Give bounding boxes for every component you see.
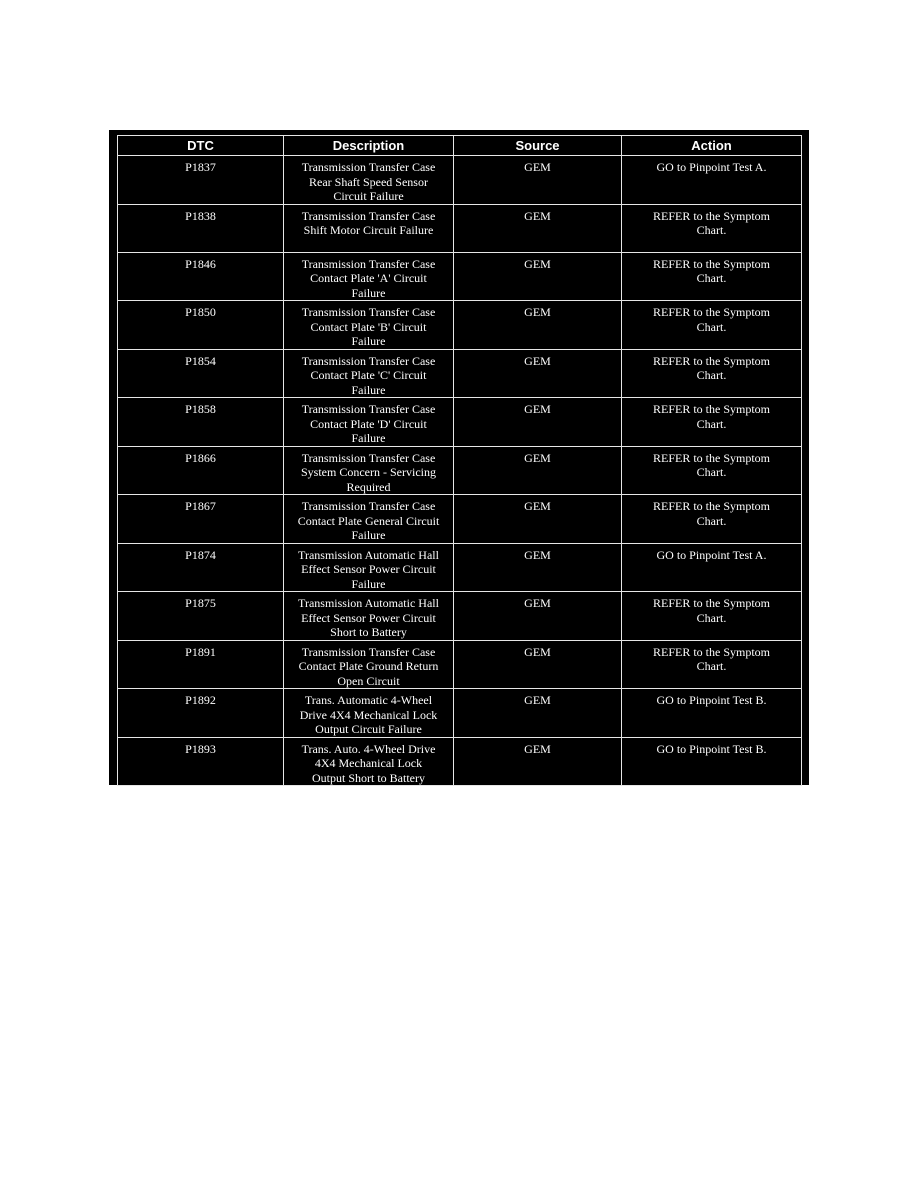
dtc-source: GEM: [524, 499, 551, 513]
dtc-action: REFER to the Symptom Chart.: [652, 305, 770, 334]
dtc-source: GEM: [524, 256, 551, 271]
table-cell-dtc: [118, 398, 284, 447]
table-cell-dtc: [118, 640, 284, 689]
table-cell-dtc: [118, 495, 284, 544]
table-cell-source: [454, 592, 622, 641]
table-cell-dtc: [118, 543, 284, 592]
dtc-source: GEM: [524, 160, 551, 174]
table-cell-dtc: [118, 349, 284, 398]
table-cell-action: [622, 349, 802, 398]
table-cell-source: [454, 495, 622, 544]
table-cell-action: [622, 689, 802, 738]
dtc-description: Trans. Auto. 4-Wheel Drive 4X4 Mechanical Lock Output Short to Battery: [301, 741, 436, 785]
dtc-description: Transmission Automatic Hall Effect Sensor Power Circuit Failure: [298, 547, 439, 591]
table-cell-source: [454, 737, 622, 786]
dtc-description: Transmission Automatic Hall Effect Sensor Power Circuit Short to Battery: [298, 596, 439, 639]
table-row: [118, 446, 802, 495]
table-cell-description: [284, 689, 454, 738]
table-cell-action: [622, 446, 802, 495]
table-row: [118, 204, 802, 252]
table-cell-dtc: [118, 252, 284, 301]
table-cell-description: [284, 737, 454, 786]
dtc-code: P1866: [185, 450, 216, 465]
column-header-source: Source: [454, 136, 622, 156]
table-row: [118, 301, 802, 350]
dtc-source: GEM: [524, 305, 551, 319]
dtc-code: P1874: [185, 547, 216, 562]
table-cell-dtc: [118, 689, 284, 738]
dtc-code: P1854: [185, 353, 216, 368]
table-cell-dtc: [118, 737, 284, 786]
table-row: [118, 349, 802, 398]
table-cell-action: [622, 204, 802, 252]
table-row: [118, 543, 802, 592]
table-cell-action: [622, 156, 802, 205]
dtc-action: REFER to the Symptom Chart.: [652, 256, 770, 285]
column-header-action: Action: [622, 136, 802, 156]
dtc-code: P1891: [185, 644, 216, 659]
dtc-code: P1846: [185, 256, 216, 271]
table-cell-description: [284, 398, 454, 447]
table-cell-dtc: [118, 204, 284, 252]
table-cell-action: [622, 737, 802, 786]
table-cell-dtc: [118, 446, 284, 495]
dtc-source: GEM: [524, 402, 551, 416]
dtc-action: REFER to the Symptom Chart.: [652, 402, 770, 431]
dtc-action: REFER to the Symptom Chart.: [652, 596, 770, 625]
dtc-action: REFER to the Symptom Chart.: [652, 644, 770, 673]
dtc-action: GO to Pinpoint Test A.: [656, 160, 767, 174]
table-cell-action: [622, 301, 802, 350]
dtc-code: P1858: [185, 402, 216, 416]
dtc-code: P1893: [185, 741, 216, 756]
dtc-action: GO to Pinpoint Test A.: [656, 547, 767, 562]
table-cell-description: [284, 640, 454, 689]
dtc-description: Transmission Transfer Case Rear Shaft Speed Sensor Circuit Failure: [301, 160, 436, 203]
dtc-code: P1850: [185, 305, 216, 319]
dtc-table-frame: [109, 130, 809, 785]
table-cell-action: [622, 495, 802, 544]
table-cell-action: [622, 640, 802, 689]
dtc-code: P1892: [185, 693, 216, 707]
dtc-action: REFER to the Symptom Chart.: [652, 208, 770, 237]
table-cell-description: [284, 446, 454, 495]
table-cell-dtc: [118, 592, 284, 641]
table-cell-description: [284, 252, 454, 301]
dtc-action: GO to Pinpoint Test B.: [656, 693, 767, 707]
dtc-description: Transmission Transfer Case Contact Plate 'A' Circuit Failure: [301, 256, 436, 300]
table-cell-action: [622, 398, 802, 447]
table-header-row: [118, 136, 802, 156]
dtc-action: REFER to the Symptom Chart.: [652, 353, 770, 382]
dtc-description: Transmission Transfer Case Shift Motor Circuit Failure: [301, 208, 436, 237]
table-cell-action: [622, 252, 802, 301]
table-cell-source: [454, 689, 622, 738]
dtc-source: GEM: [524, 741, 551, 756]
table-cell-description: [284, 204, 454, 252]
table-cell-source: [454, 398, 622, 447]
dtc-description: Transmission Transfer Case System Concern - Servicing Required: [301, 450, 436, 494]
dtc-action: REFER to the Symptom Chart.: [652, 450, 770, 479]
dtc-source: GEM: [524, 208, 551, 223]
table-cell-description: [284, 495, 454, 544]
dtc-description: Transmission Transfer Case Contact Plate Ground Return Open Circuit: [298, 644, 439, 688]
dtc-code: P1875: [185, 596, 216, 610]
dtc-table: [117, 135, 802, 786]
table-row: [118, 737, 802, 786]
dtc-source: GEM: [524, 644, 551, 659]
dtc-code: P1837: [185, 160, 216, 174]
table-cell-source: [454, 156, 622, 205]
table-cell-source: [454, 349, 622, 398]
table-cell-description: [284, 543, 454, 592]
table-cell-description: [284, 349, 454, 398]
table-cell-source: [454, 252, 622, 301]
table-cell-source: [454, 543, 622, 592]
table-body: [118, 156, 802, 786]
table-row: [118, 689, 802, 738]
dtc-source: GEM: [524, 353, 551, 368]
dtc-description: Transmission Transfer Case Contact Plate General Circuit Failure: [297, 499, 440, 542]
dtc-source: GEM: [524, 450, 551, 465]
dtc-source: GEM: [524, 693, 551, 707]
table-cell-source: [454, 204, 622, 252]
table-cell-action: [622, 592, 802, 641]
table-cell-dtc: [118, 301, 284, 350]
table-cell-dtc: [118, 156, 284, 205]
dtc-source: GEM: [524, 547, 551, 562]
dtc-code: P1867: [185, 499, 216, 513]
table-cell-source: [454, 446, 622, 495]
dtc-action: REFER to the Symptom Chart.: [652, 499, 770, 528]
dtc-action: GO to Pinpoint Test B.: [656, 741, 767, 756]
table-row: [118, 592, 802, 641]
dtc-description: Transmission Transfer Case Contact Plate 'D' Circuit Failure: [301, 402, 436, 445]
column-header-description: Description: [284, 136, 454, 156]
table-row: [118, 398, 802, 447]
dtc-description: Transmission Transfer Case Contact Plate 'C' Circuit Failure: [301, 353, 436, 397]
dtc-source: GEM: [524, 596, 551, 610]
table-row: [118, 156, 802, 205]
table-row: [118, 640, 802, 689]
table-row: [118, 252, 802, 301]
table-cell-description: [284, 301, 454, 350]
table-cell-action: [622, 543, 802, 592]
table-cell-description: [284, 592, 454, 641]
table-cell-description: [284, 156, 454, 205]
dtc-code: P1838: [185, 208, 216, 223]
column-header-dtc: DTC: [118, 136, 284, 156]
dtc-description: Trans. Automatic 4-Wheel Drive 4X4 Mechanical Lock Output Circuit Failure: [299, 693, 438, 736]
table-cell-source: [454, 301, 622, 350]
table-row: [118, 495, 802, 544]
dtc-description: Transmission Transfer Case Contact Plate 'B' Circuit Failure: [301, 305, 436, 348]
table-cell-source: [454, 640, 622, 689]
